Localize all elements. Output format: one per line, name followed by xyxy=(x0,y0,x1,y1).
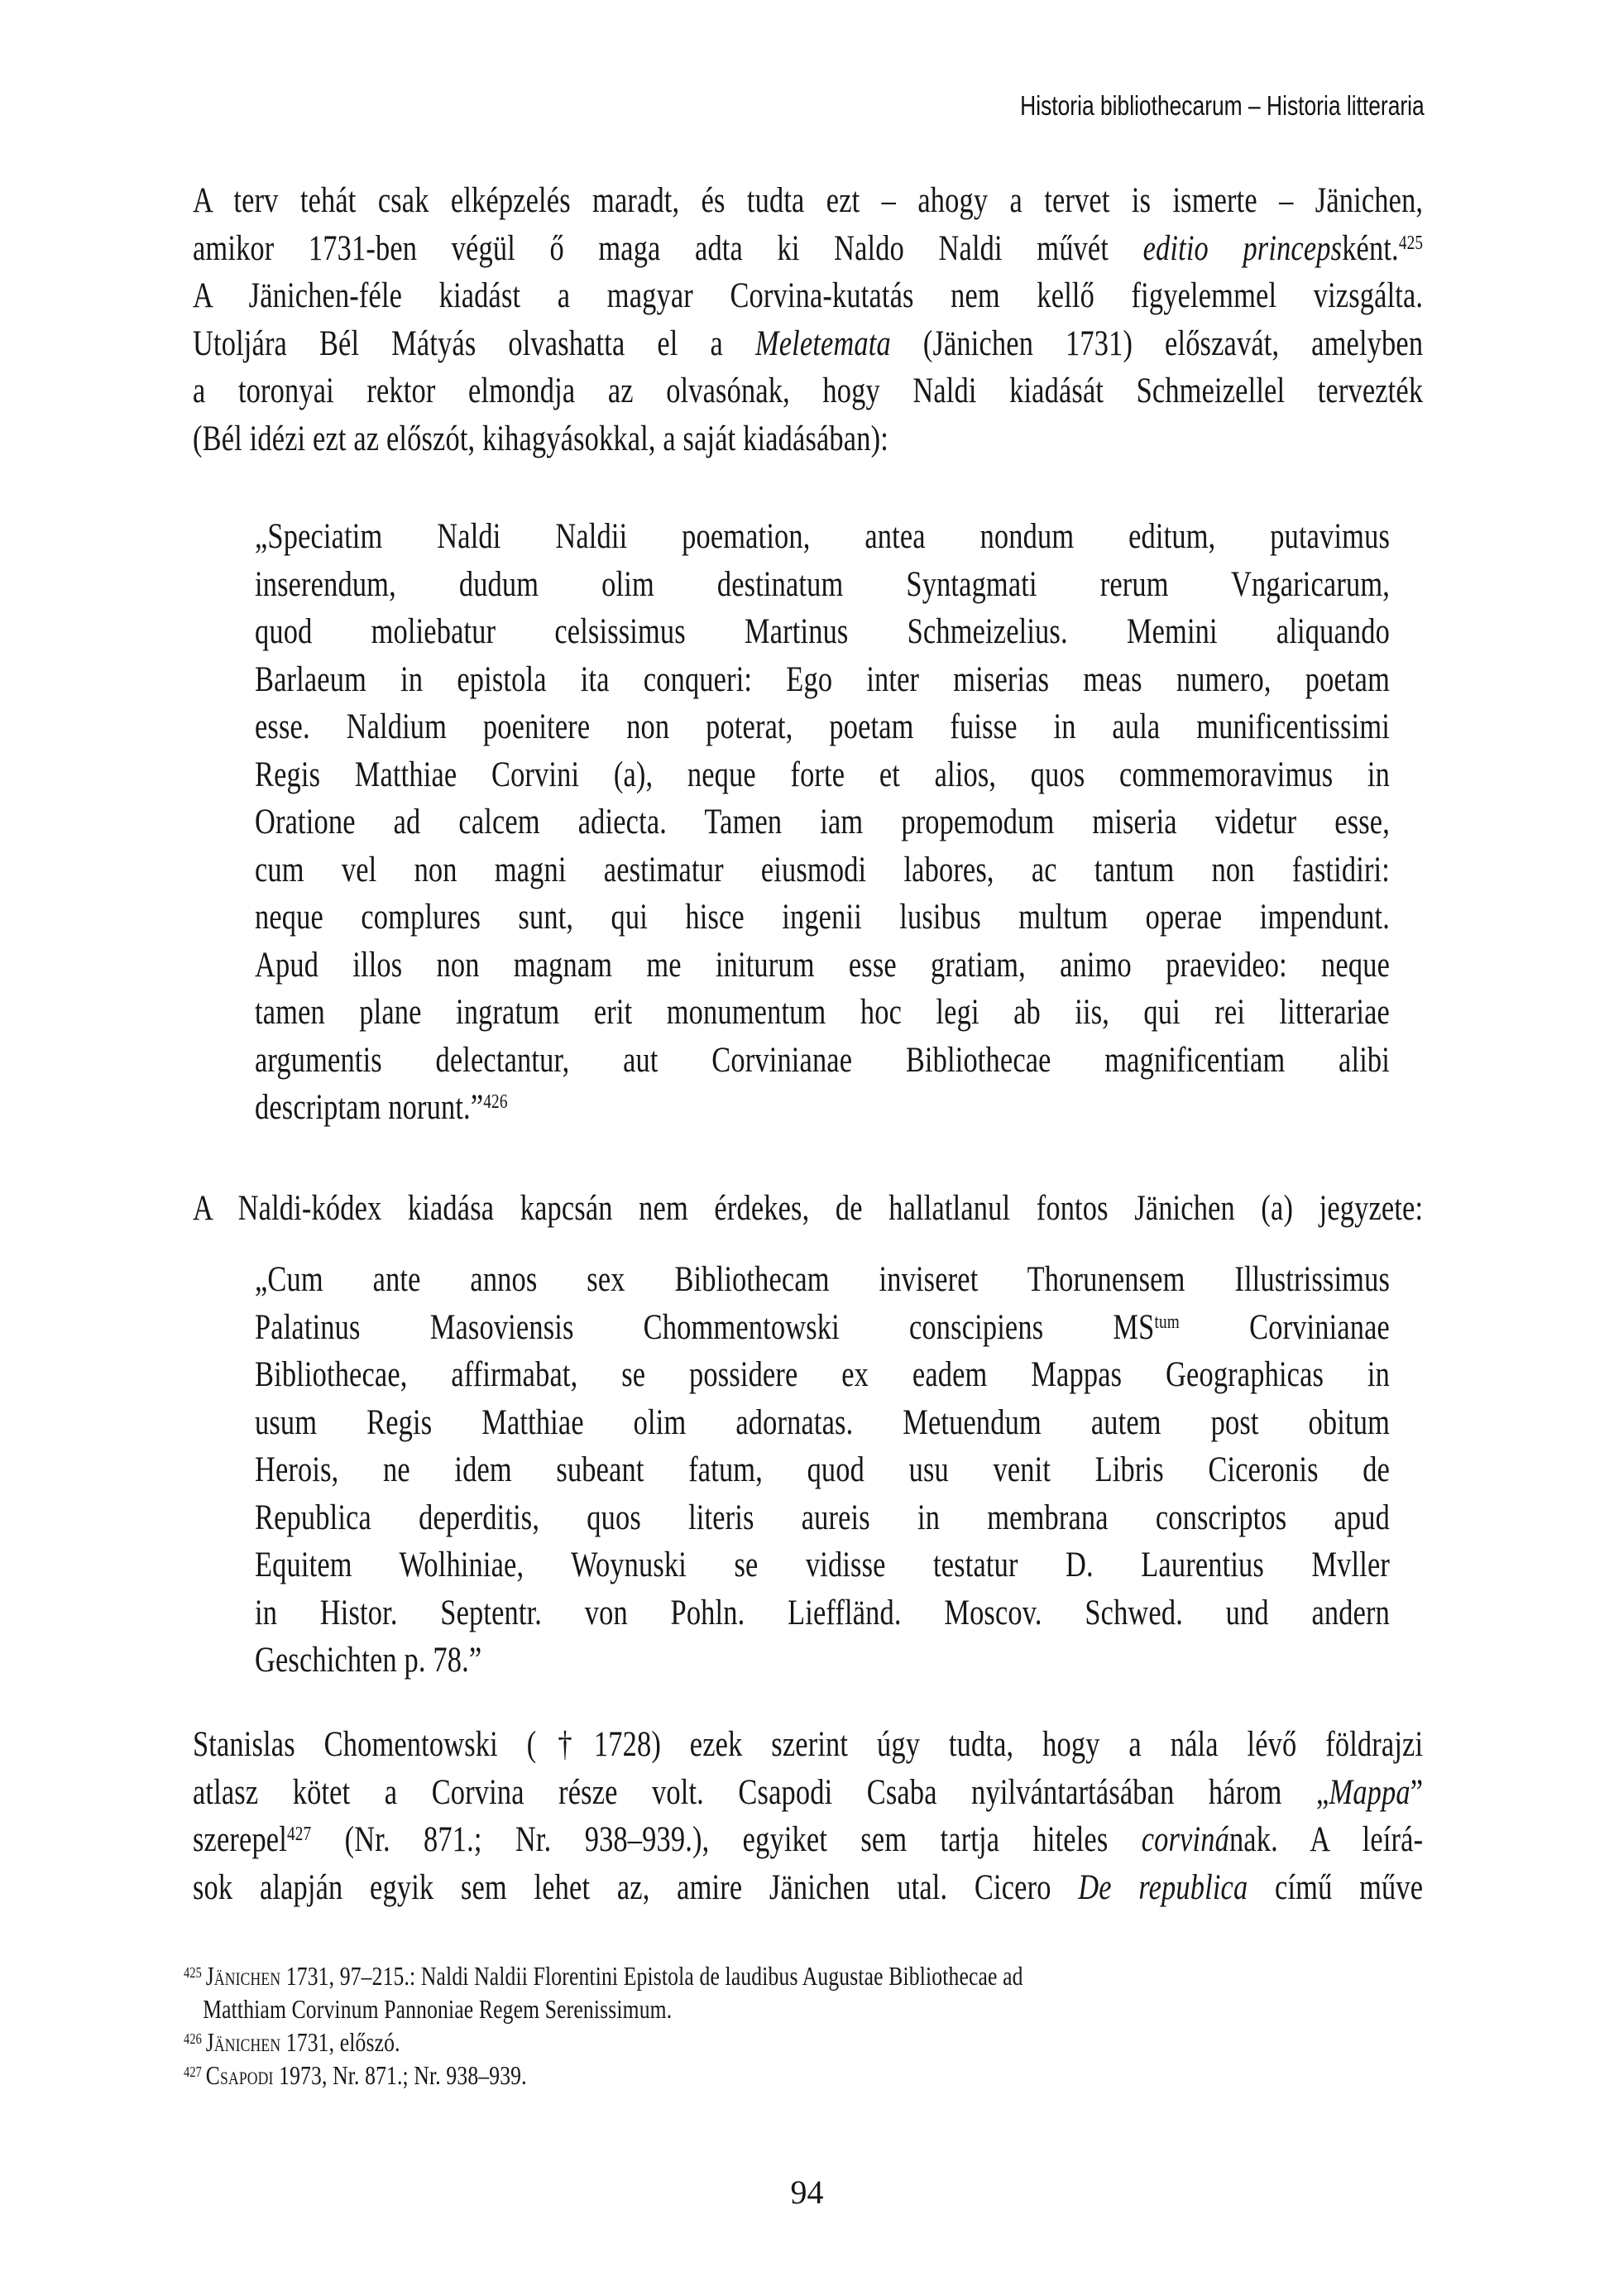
text-line xyxy=(193,320,1423,368)
text-line xyxy=(255,798,1390,846)
text-line xyxy=(184,1959,1406,1992)
text-run: atlasz kötet a Corvina része volt. Csapodi Csaba nyilvántartásában három „ xyxy=(193,1772,1329,1812)
text-line xyxy=(255,846,1390,894)
text-run: ként. xyxy=(1342,228,1399,268)
text-line xyxy=(255,561,1390,609)
text-run: Apud illos non magnam me initurum esse gratiam, animo praevideo: neque xyxy=(255,945,1390,985)
text-line xyxy=(255,1446,1390,1494)
text-run: (Bél idézi ezt az előszót, kihagyásokkal, a saját kiadásában): xyxy=(193,419,888,458)
text-run: „Speciatim Naldi Naldii poemation, antea nondum editum, putavimus xyxy=(255,517,1390,556)
block-quote-2 xyxy=(255,1256,1390,1685)
text-line xyxy=(184,1992,1406,2025)
text-line xyxy=(255,989,1390,1037)
text-run: nak. A leírá- xyxy=(1228,1820,1424,1859)
text-run: Oratione ad calcem adiecta. Tamen iam propemodum miseria videtur esse, xyxy=(255,803,1390,841)
text-line xyxy=(255,1084,1390,1132)
text-run: Palatinus Masoviensis Chommentowski conscipiens MS xyxy=(255,1307,1155,1347)
text-line xyxy=(193,177,1423,225)
text-run: „Cum ante annos sex Bibliothecam inviseret Thorunensem Illustrissimus xyxy=(255,1260,1390,1299)
text-line xyxy=(193,1721,1423,1769)
text-line xyxy=(193,367,1423,415)
text-run: Geschichten p. 78.” xyxy=(255,1641,482,1680)
smallcaps-author: Jänichen xyxy=(205,2027,281,2057)
text-run: A Jänichen-féle kiadást a magyar Corvina-kutatás nem kellő figyelemmel vizsgálta. xyxy=(193,276,1424,315)
text-line xyxy=(193,1185,1423,1233)
text-run: 1731, 97–215.: Naldi Naldii Florentini Epistola de laudibus Augustae Bibliothecae ad xyxy=(280,1961,1023,1991)
text-run: Barlaeum in epistola ita conqueri: Ego inter miserias meas numero, poetam xyxy=(255,659,1390,699)
text-run: 1973, Nr. 871.; Nr. 938–939. xyxy=(273,2060,527,2090)
text-run: Equitem Wolhiniae, Woynuski se vidisse testatur D. Laurentius Mvller xyxy=(255,1546,1390,1584)
superscript-note-number: 425 xyxy=(184,1963,202,1981)
superscript-note-number: 426 xyxy=(184,2030,202,2047)
text-run: Herois, ne idem subeant fatum, quod usu venit Libris Ciceronis de xyxy=(255,1450,1390,1489)
text-run: in Histor. Septentr. von Pohln. Lieffländ. Moscov. Schwed. und andern xyxy=(255,1593,1390,1632)
text-line xyxy=(255,703,1390,751)
text-line xyxy=(193,415,1423,463)
text-line xyxy=(193,225,1423,273)
text-run: A Naldi-kódex kiadása kapcsán nem érdekes, de hallatlanul fontos Jänichen (a) jegyzete: xyxy=(193,1189,1424,1228)
text-line xyxy=(255,1589,1390,1637)
text-run: Regis Matthiae Corvini (a), neque forte et alios, quos commemoravimus in xyxy=(255,755,1390,794)
text-line xyxy=(255,1637,1390,1685)
text-run: Matthiam Corvinum Pannoniae Regem Serenissimum. xyxy=(203,1994,673,2024)
superscript-note-number: 426 xyxy=(483,1091,508,1114)
text-line xyxy=(255,894,1390,942)
text-run: cum vel non magni aestimatur eiusmodi labores, ac tantum non fastidiri: xyxy=(255,850,1390,889)
page-number: 94 xyxy=(790,2174,824,2211)
text-line xyxy=(255,1399,1390,1447)
block-quote-1 xyxy=(255,513,1390,1132)
text-line xyxy=(255,1494,1390,1542)
text-run: (Nr. 871.; Nr. 938–939.), egyiket sem tartja hiteles xyxy=(311,1820,1142,1859)
paragraph-2 xyxy=(193,1185,1423,1233)
text-line xyxy=(184,2059,1406,2092)
text-line xyxy=(255,751,1390,799)
text-line xyxy=(193,1864,1423,1912)
text-run: sok alapján egyik sem lehet az, amire Jänichen utal. Cicero xyxy=(193,1867,1079,1907)
text-run: neque complures sunt, qui hisce ingenii lusibus multum operae impendunt. xyxy=(255,898,1390,937)
text-run: inserendum, dudum olim destinatum Syntagmati rerum Vngaricarum, xyxy=(255,564,1390,604)
footnotes xyxy=(184,1959,1406,2092)
text-run: usum Regis Matthiae olim adornatas. Metuendum autem post obitum xyxy=(255,1402,1390,1442)
superscript-note-number: 427 xyxy=(286,1824,312,1846)
text-line xyxy=(184,2025,1406,2059)
text-line xyxy=(193,1769,1423,1817)
text-run: a toronyai rektor elmondja az olvasónak, hogy Naldi kiadását Schmeizellel tervezték xyxy=(193,371,1424,410)
text-run: Stanislas Chomentowski (†1728) ezek szerint úgy tudta, hogy a nála lévő földrajzi xyxy=(193,1725,1424,1764)
italic-run: corviná xyxy=(1141,1820,1229,1859)
text-run: Utoljára Bél Mátyás olvashatta el a xyxy=(193,324,755,363)
text-run: argumentis delectantur, aut Corvinianae Bibliothecae magnificentiam alibi xyxy=(255,1040,1390,1080)
superscript-note-number: 425 xyxy=(1398,232,1424,254)
superscript-note-number: 427 xyxy=(184,2063,202,2080)
text-run: A terv tehát csak elképzelés maradt, és tudta ezt – ahogy a tervet is ismerte – Jänichen, xyxy=(193,181,1424,220)
text-run: Republica deperditis, quos literis aureis in membrana conscriptos apud xyxy=(255,1498,1390,1537)
text-run: ” xyxy=(1410,1772,1424,1812)
text-line xyxy=(255,1351,1390,1399)
text-line xyxy=(255,1256,1390,1304)
text-line xyxy=(193,1816,1423,1864)
smallcaps-author: Csapodi xyxy=(205,2060,274,2090)
text-line xyxy=(255,1304,1390,1352)
text-line xyxy=(255,656,1390,704)
text-run: 1731, előszó. xyxy=(280,2027,400,2057)
text-run: (Jänichen 1731) előszavát, amelyben xyxy=(890,324,1424,363)
italic-run: Mappa xyxy=(1329,1772,1410,1812)
text-line xyxy=(193,272,1423,320)
text-run: descriptam norunt.” xyxy=(255,1088,484,1127)
text-run: című műve xyxy=(1248,1867,1424,1907)
text-line xyxy=(255,1541,1390,1589)
paragraph-1 xyxy=(193,177,1423,463)
text-run: quod moliebatur celsissimus Martinus Schmeizelius. Memini aliquando xyxy=(255,612,1390,651)
smallcaps-author: Jänichen xyxy=(205,1961,281,1991)
italic-run: editio princeps xyxy=(1142,228,1343,268)
text-line xyxy=(255,942,1390,990)
text-line xyxy=(255,608,1390,656)
italic-run: Meletemata xyxy=(754,324,891,363)
running-header: Historia bibliothecarum – Historia litteraria xyxy=(1020,90,1425,121)
superscript-note-number: tum xyxy=(1154,1311,1180,1333)
text-run: amikor 1731-ben végül ő maga adta ki Naldo Naldi művét xyxy=(193,228,1143,268)
paragraph-3 xyxy=(193,1721,1423,1911)
italic-run: De republica xyxy=(1078,1867,1248,1907)
text-run: tamen plane ingratum erit monumentum hoc legi ab iis, qui rei litterariae xyxy=(255,993,1390,1032)
text-run: Corvinianae xyxy=(1179,1307,1390,1347)
text-line xyxy=(255,1037,1390,1085)
text-run: szerepel xyxy=(193,1820,287,1859)
text-line xyxy=(255,513,1390,561)
text-run: esse. Naldium poenitere non poterat, poetam fuisse in aula munificentissimi xyxy=(255,707,1390,746)
text-run: Bibliothecae, affirmabat, se possidere ex eadem Mappas Geographicas in xyxy=(255,1355,1390,1394)
